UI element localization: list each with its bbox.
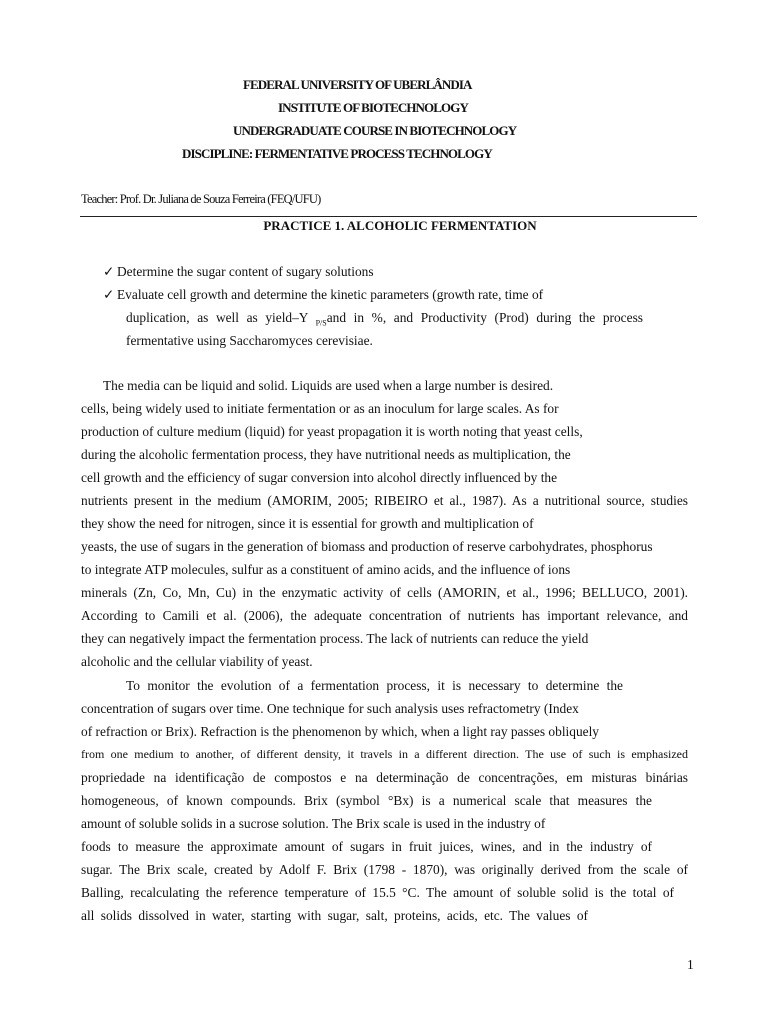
university-heading: FEDERAL UNIVERSITY OF UBERLÂNDIA [243, 77, 472, 92]
course-heading: UNDERGRADUATE COURSE IN BIOTECHNOLOGY [233, 123, 517, 138]
paragraph-line: cell growth and the efficiency of sugar conversion into alcohol directly influenced by the [81, 470, 558, 485]
objective-item-2-line-2: duplication, as well as yield–Y $_{P/S}$and in %, and Productivity (Prod) during the process [126, 310, 643, 328]
paragraph-line: amount of soluble solids in a sucrose solution. The Brix scale is used in the industry of [81, 816, 546, 831]
paragraph-line: sugar. The Brix scale, created by Adolf F. Brix (1798 - 1870), was originally derived from the scale of [81, 862, 688, 877]
paragraph-line: they can negatively impact the fermentation process. The lack of nutrients can reduce the yield [81, 631, 589, 646]
paragraph-line: minerals (Zn, Co, Mn, Cu) in the enzymatic activity of cells (AMORIN, et al., 1996; BELLUCO, 2001). [81, 585, 688, 600]
paragraph-line: all solids dissolved in water, starting with sugar, salt, proteins, acids, etc. The values of [81, 908, 588, 923]
paragraph-line: concentration of sugars over time. One technique for such analysis uses refractometry (Index [81, 701, 579, 716]
checkmark-icon: ✓ [103, 264, 115, 279]
paragraph-line: foods to measure the approximate amount of sugars in fruit juices, wines, and in the industry of [81, 839, 652, 854]
discipline-heading: DISCIPLINE: FERMENTATIVE PROCESS TECHNOLOGY [182, 146, 492, 161]
objective-item-2 [103, 287, 543, 303]
paragraph-line: yeasts, the use of sugars in the generation of biomass and production of reserve carbohydrates, phosphorus [81, 539, 653, 554]
objective-text: Evaluate cell growth and determine the kinetic parameters (growth rate, time of [117, 287, 544, 302]
institute-heading: INSTITUTE OF BIOTECHNOLOGY [278, 100, 468, 115]
paragraph-line: from one medium to another, of different density, it travels in a different direction. The use of such is emphasized [81, 747, 688, 761]
paragraph-line: of refraction or Brix). Refraction is the phenomenon by which, when a light ray passes obliquely [81, 724, 600, 739]
page-number: 1 [687, 957, 694, 972]
teacher-line: Teacher: Prof. Dr. Juliana de Souza Ferreira (FEQ/UFU) [81, 192, 321, 206]
checkmark-icon: ✓ [103, 287, 115, 302]
paragraph-line: cells, being widely used to initiate fermentation or as an inoculum for large scales. As for [81, 401, 559, 416]
paragraph-line: homogeneous, of known compounds. Brix (symbol °Bx) is a numerical scale that measures the [81, 793, 652, 808]
objective-item-1 [103, 264, 374, 280]
paragraph-line: to integrate ATP molecules, sulfur as a constituent of amino acids, and the influence of ions [81, 562, 571, 577]
objective-item-2-line-3: fermentative using Saccharomyces cerevisiae. [126, 333, 373, 348]
practice-title: PRACTICE 1. ALCOHOLIC FERMENTATION [263, 218, 537, 233]
paragraph-line: Balling, recalculating the reference temperature of 15.5 °C. The amount of soluble solid is the total of [81, 885, 674, 900]
paragraph-line: nutrients present in the medium (AMORIM, 2005; RIBEIRO et al., 1987). As a nutritional source, studies [81, 493, 688, 508]
paragraph-line: To monitor the evolution of a fermentation process, it is necessary to determine the [126, 678, 623, 693]
paragraph-line: propriedade na identificação de compostos e na determinação de concentrações, em misturas binárias [81, 770, 688, 785]
paragraph-line: production of culture medium (liquid) for yeast propagation it is worth noting that yeast cells, [81, 424, 583, 439]
header-divider [80, 216, 697, 217]
paragraph-line: during the alcoholic fermentation process, they have nutritional needs as multiplication, the [81, 447, 571, 462]
objective-text: Determine the sugar content of sugary solutions [117, 264, 374, 279]
paragraph-line: they show the need for nitrogen, since it is essential for growth and multiplication of [81, 516, 534, 531]
paragraph-line: The media can be liquid and solid. Liquids are used when a large number is desired. [103, 378, 554, 393]
paragraph-line: According to Camili et al. (2006), the adequate concentration of nutrients has important relevance, and [81, 608, 688, 623]
paragraph-line: alcoholic and the cellular viability of yeast. [81, 654, 313, 669]
